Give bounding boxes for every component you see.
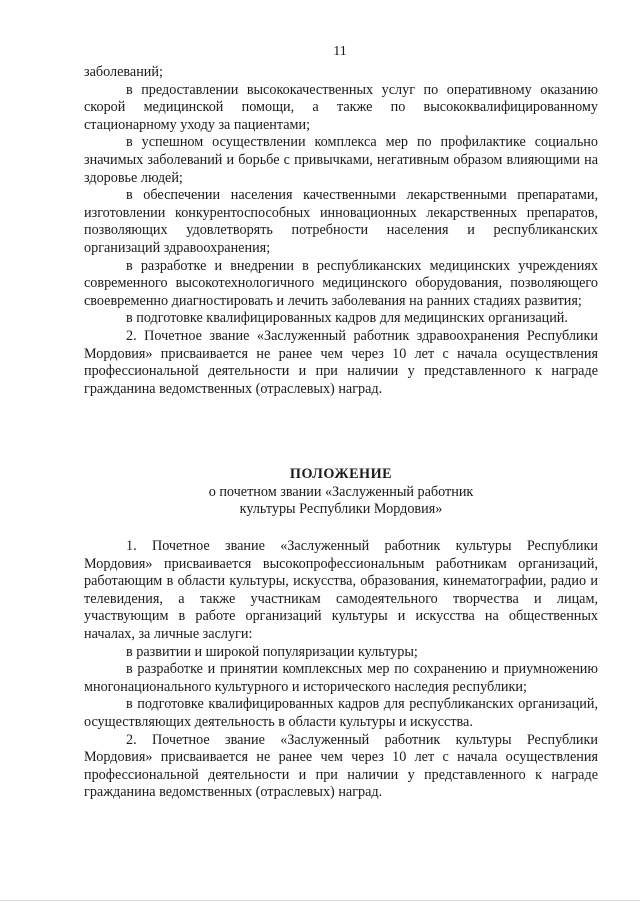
title-heading: ПОЛОЖЕНИЕ [289, 466, 393, 482]
paragraph: в разработке и внедрении в республиканских медицинских учреждениях современного высокотехнологичного медицинского оборудования, позволяющего своевременно диагностировать и лечить заболевания на ранних стадиях развития; [84, 257, 598, 309]
paragraph: в успешном осуществлении комплекса мер по профилактике социально значимых заболеваний и борьбе с привычками, негативным образом влияющими на здоровье людей; [84, 134, 598, 186]
paragraph: в разработке и принятии комплексных мер по сохранению и приумножению многонационального культурного и исторического наследия республики; [84, 661, 598, 695]
paragraph: в предоставлении высококачественных услуг по оперативному оказанию скорой медицинской помощи, а также по высококвалифицированному стационарному уходу за пациентами; [84, 81, 598, 133]
title-line-1: о почетном звании «Заслуженный работник [208, 483, 474, 500]
paragraph: в обеспечении населения качественными лекарственными препаратами, изготовлении конкурентоспособных инновационных лекарственных препаратов, позволяющих удовлетворять потребности населения и республиканских организаций здравоохранения; [84, 187, 598, 256]
paragraph: в развитии и широкой популяризации культуры; [126, 643, 418, 660]
paragraph: 2. Почетное звание «Заслуженный работник здравоохранения Республики Мордовия» присваивается не ранее чем через 10 лет с начала осуществления профессиональной деятельности и при наличии у представленного к награде гражданина ведомственных (отраслевых) наград. [84, 327, 598, 397]
paragraph: 2. Почетное звание «Заслуженный работник культуры Республики Мордовия» присваивается не ранее чем через 10 лет с начала осуществления профессиональной деятельности и при наличии у представленного к награде гражданина ведомственных (отраслевых) наград. [84, 731, 598, 801]
paragraph: в подготовке квалифицированных кадров для республиканских организаций, осуществляющих деятельность в области культуры и искусства. [84, 696, 598, 730]
paragraph: в подготовке квалифицированных кадров для медицинских организаций. [126, 310, 568, 327]
section-title [84, 466, 598, 519]
page-number: 11 [333, 44, 347, 59]
top-section [84, 64, 598, 398]
scan-edge-line [0, 900, 640, 901]
bottom-section [84, 538, 598, 802]
title-line-2: культуры Республики Мордовия» [239, 501, 443, 518]
paragraph: 1. Почетное звание «Заслуженный работник культуры Республики Мордовия» присваивается высокопрофессиональным работникам организаций, работающим в области культуры, искусства, образования, кинематографии, радио и телевидения, а также участникам самодеятельного творчества и лицам, участвующим в работе организаций культуры и искусства на общественных началах, за личные заслуги: [84, 538, 598, 642]
paragraph: заболеваний; [84, 64, 163, 80]
